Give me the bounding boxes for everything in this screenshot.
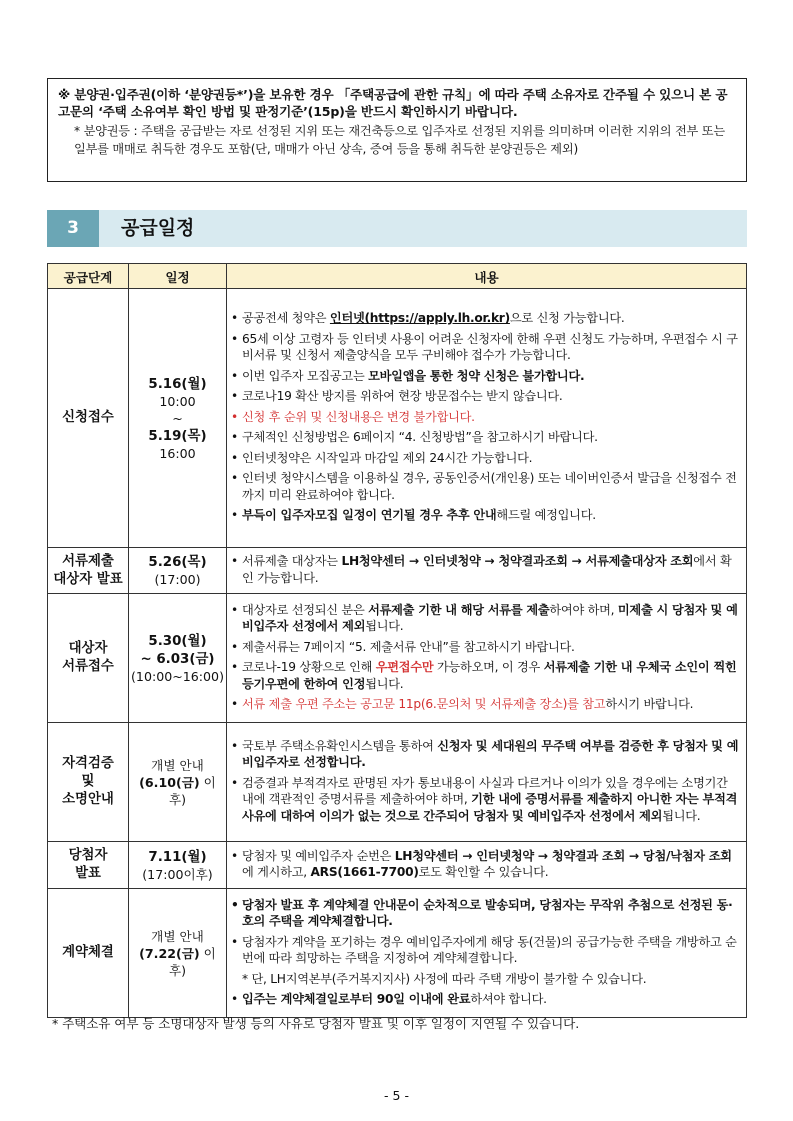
table-row-eligibility-check [48,723,747,842]
list-item: • 당첨자 및 예비입주자 순번은 LH청약센터 → 인터넷청약 → 청약결과 조회 → 당첨/낙첨자 조회에 게시하고, ARS(1661-7700)로도 확인할 수 있습니다. [231,848,740,881]
list-item: • 서류제출 대상자는 LH청약센터 → 인터넷청약 → 청약결과조회 → 서류제출대상자 조회에서 확인 가능합니다. [231,553,740,586]
stage-cell: 계약체결 [48,889,129,1018]
date-cell: 개별 안내 (7.22(금) 이후) [129,889,227,1018]
list-item: • 당첨자 발표 후 계약체결 안내문이 순차적으로 발송되며, 당첨자는 무작위 추첨으로 선정된 동·호의 주택을 계약체결합니다. [231,897,740,930]
date-cell: 5.30(월) ~ 6.03(금) (10:00~16:00) [129,594,227,723]
list-item: • 코로나19 확산 방지를 위하여 현장 방문접수는 받지 않습니다. [231,388,740,405]
table-row-doc-submission [48,594,747,723]
section-number: 3 [47,210,99,247]
stage-cell: 신청접수 [48,289,129,548]
supply-schedule-table [47,263,747,1018]
list-item: • 제출서류는 7페이지 “5. 제출서류 안내”를 참고하시기 바랍니다. [231,639,740,656]
date-cell: 5.26(목) (17:00) [129,548,227,594]
table-row-application [48,289,747,548]
stage-cell: 대상자 서류접수 [48,594,129,723]
list-item: • 신청 후 순위 및 신청내용은 변경 불가합니다. [231,409,740,426]
table-row-contract [48,889,747,1018]
stage-cell: 서류제출 대상자 발표 [48,548,129,594]
page-number: - 5 - [384,1088,409,1103]
stage-cell: 당첨자 발표 [48,842,129,889]
list-item: * 단, LH지역본부(주거복지지사) 사정에 따라 주택 개방이 불가할 수 있습니다. [242,971,647,986]
content-cell [227,889,747,1018]
list-item: • 부득이 입주자모집 일정이 연기될 경우 추후 안내해드릴 예정입니다. [231,507,740,524]
list-item: • 구체적인 신청방법은 6페이지 “4. 신청방법”을 참고하시기 바랍니다. [231,429,740,446]
date-cell: 개별 안내 (6.10(금) 이후) [129,723,227,842]
content-cell [227,548,747,594]
date-cell: 7.11(월) (17:00이후) [129,842,227,889]
list-item: • 인터넷 청약시스템을 이용하실 경우, 공동인증서(개인용) 또는 네이버인증서 발급을 신청접수 전까지 미리 완료하여야 합니다. [231,470,740,503]
list-item: • 이번 입주자 모집공고는 모바일앱을 통한 청약 신청은 불가합니다. [231,368,740,385]
table-row-doc-target-announce [48,548,747,594]
content-cell [227,842,747,889]
list-item: • 인터넷청약은 시작일과 마감일 제외 24시간 가능합니다. [231,450,740,467]
list-item: • 65세 이상 고령자 등 인터넷 사용이 어려운 신청자에 한해 우편 신청도 가능하며, 우편접수 시 구비서류 및 신청서 제출양식을 모두 구비해야 접수가 가능합니다. [231,331,740,364]
stage-cell: 자격검증 및 소명안내 [48,723,129,842]
notice-sub-text: * 분양권등 : 주택을 공급받는 자로 선정된 지위 또는 재건축등으로 입주자로 선정된 지위를 의미하며 이러한 지위의 전부 또는 일부를 매매로 취득한 경우도 포함(단, 매매가 아닌 상속, 증여 등을 통해 취득한 분양권등은 제외) [74,124,725,156]
table-header-row [48,264,747,289]
content-cell [227,723,747,842]
list-item: • 서류 제출 우편 주소는 공고문 11p(6.문의처 및 서류제출 장소)를 참고하시기 바랍니다. [231,696,740,713]
schedule-footnote: * 주택소유 여부 등 소명대상자 발생 등의 사유로 당첨자 발표 및 이후 일정이 지연될 수 있습니다. [52,1016,580,1031]
list-item: • 국토부 주택소유확인시스템을 통하여 신청자 및 세대원의 무주택 여부를 검증한 후 당첨자 및 예비입주자로 선정합니다. [231,738,740,771]
list-item: • 코로나-19 상황으로 인해 우편접수만 가능하오며, 이 경우 서류제출 기한 내 우체국 소인이 찍힌 등기우편에 한하여 인정됩니다. [231,659,740,692]
header-date: 일정 [129,264,227,289]
date-cell: 5.16(월) 10:00 ~ 5.19(목) 16:00 [129,289,227,548]
list-item: • 입주는 계약체결일로부터 90일 이내에 완료하셔야 합니다. [231,991,740,1008]
notice-main-text: ※ 분양권·입주권(이하 ‘분양권등*’)을 보유한 경우 「주택공급에 관한 규칙」에 따라 주택 소유자로 간주될 수 있으니 본 공고문의 ‘주택 소유여부 확인 방법 및 판정기준’(15p)을 반드시 확인하시기 바랍니다. [58,87,728,119]
ownership-notice-box [47,78,747,182]
section-title: 공급일정 [121,217,195,239]
header-content: 내용 [227,264,747,289]
content-cell [227,594,747,723]
list-item: • 공공전세 청약은 인터넷(https://apply.lh.or.kr)으로 신청 가능합니다. [231,310,740,327]
content-cell [227,289,747,548]
list-item: • 검증결과 부적격자로 판명된 자가 통보내용이 사실과 다르거나 이의가 있을 경우에는 소명기간 내에 객관적인 증명서류를 제출하여야 하며, 기한 내에 증명서류를 제출하지 아니한 자는 부적격 사유에 대하여 이의가 없는 것으로 간주되어 당첨자 및 예비입주자 선정에서 제외됩니다. [231,775,740,825]
section-header [47,210,747,247]
list-item: • 대상자로 선정되신 분은 서류제출 기한 내 해당 서류를 제출하여야 하며, 미제출 시 당첨자 및 예비입주자 선정에서 제외됩니다. [231,602,740,635]
table-row-winner-announce [48,842,747,889]
list-item: • 당첨자가 계약을 포기하는 경우 예비입주자에게 해당 동(건물)의 공급가능한 주택을 개방하고 순번에 따라 희망하는 주택을 지정하여 계약체결합니다. [231,934,740,967]
header-stage: 공급단계 [48,264,129,289]
